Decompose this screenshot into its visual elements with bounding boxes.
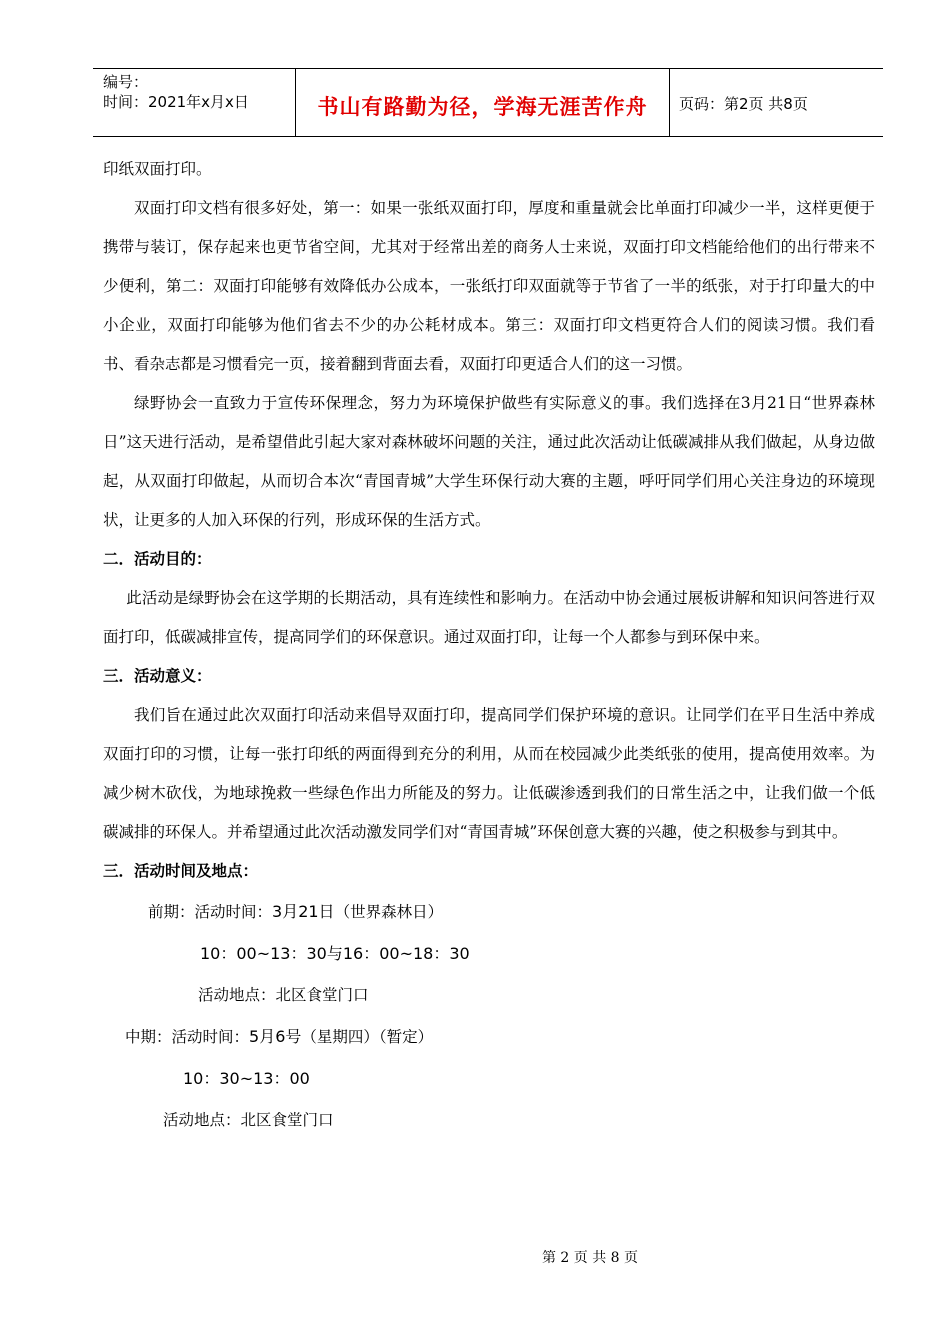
header-page-cell [669,69,883,136]
header-meta-cell [93,69,295,136]
schedule-early-note: （世界森林日） [334,903,444,921]
header-motto-cell [295,69,670,136]
page-header [93,68,883,137]
paragraph-significance: 我们旨在通过此次双面打印活动来倡导双面打印，提高同学们保护环境的意识。让同学们在平日生活中养成双面打印的习惯，让每一张打印纸的两面得到充分的利用，从而在校园减少此类纸张的使用，提高使用效率。为减少树木砍伐，为地球挽救一些绿色作出力所能及的努力。让低碳渗透到我们的日常生活之中，让我们做一个低碳减排的环保人。并希望通过此次活动激发同学们对“青国青城”环保创意大赛的兴趣，使之积极参与到其中。 [103,706,875,841]
schedule-mid-hours: 10：30~13：00 [183,1069,310,1088]
schedule-mid-date: 5月6号 [249,1027,302,1046]
paragraph-purpose: 此活动是绿野协会在这学期的长期活动，具有连续性和影响力。在活动中协会通过展板讲解和知识问答进行双面打印，低碳减排宣传，提高同学们的环保意识。通过双面打印，让每一个人都参与到环保中来。 [103,589,875,646]
schedule-early-date: 3月21日 [272,902,335,921]
schedule-mid-place-row [103,1100,875,1141]
header-motto: 书山有路勤为径，学海无涯苦作舟 [317,95,648,119]
paragraph-benefits: 双面打印文档有很多好处，第一：如果一张纸双面打印，厚度和重量就会比单面打印减少一半，这样更便于携带与装订，保存起来也更节省空间，尤其对于经常出差的商务人士来说，双面打印文档能给他们的出行带来不少便利，第二：双面打印能够有效降低办公成本，一张纸打印双面就等于节省了一半的纸张，对于打印量大的中小企业，双面打印能够为他们省去不少的办公耗材成本。第三：双面打印文档更符合人们的阅读习惯。我们看书、看杂志都是习惯看完一页，接着翻到背面去看，双面打印更适合人们的这一习惯。 [103,199,875,373]
schedule-mid-time-row [103,1016,875,1058]
paragraph-continuation: 印纸双面打印。 [103,160,212,178]
schedule-mid-prefix: 中期：活动时间： [125,1028,250,1046]
schedule-early-place-row [103,975,875,1016]
section-heading-purpose: 二．活动目的： [103,550,212,568]
section-heading-significance: 三．活动意义： [103,667,212,685]
paragraph-background: 绿野协会一直致力于宣传环保理念，努力为环境保护做些有实际意义的事。我们选择在3月21日“世界森林日”这天进行活动，是希望借此引起大家对森林破坏问题的关注，通过此次活动让低碳减排从我们做起，从身边做起，从双面打印做起，从而切合本次“青国青城”大学生环保行动大赛的主题，呼吁同学们用心关注身边的环境现状，让更多的人加入环保的行列，形成环保的生活方式。 [103,394,875,529]
schedule-mid-note: （星期四）（暂定） [301,1028,434,1046]
document-body [103,150,875,1141]
footer-page-number: 第 2 页 共 8 页 [541,1250,639,1266]
schedule-early-place: 活动地点：北区食堂门口 [198,986,369,1004]
page-footer [0,1247,950,1267]
header-page-number: 页码：第2页 共8页 [679,95,808,113]
document-number-label: 编号： [103,73,149,91]
section-heading-time-place: 三．活动时间及地点： [103,862,259,880]
document-time-label: 时间：2021年x月x日 [103,93,249,111]
schedule-mid-place: 活动地点：北区食堂门口 [163,1111,334,1129]
schedule-early-hours: 10：00~13：30与16：00~18：30 [200,944,470,963]
schedule-early-time-row [103,891,875,933]
schedule-early-prefix: 前期：活动时间： [148,903,273,921]
schedule-mid-hours-row [103,1058,875,1100]
schedule-early-hours-row [103,933,875,975]
